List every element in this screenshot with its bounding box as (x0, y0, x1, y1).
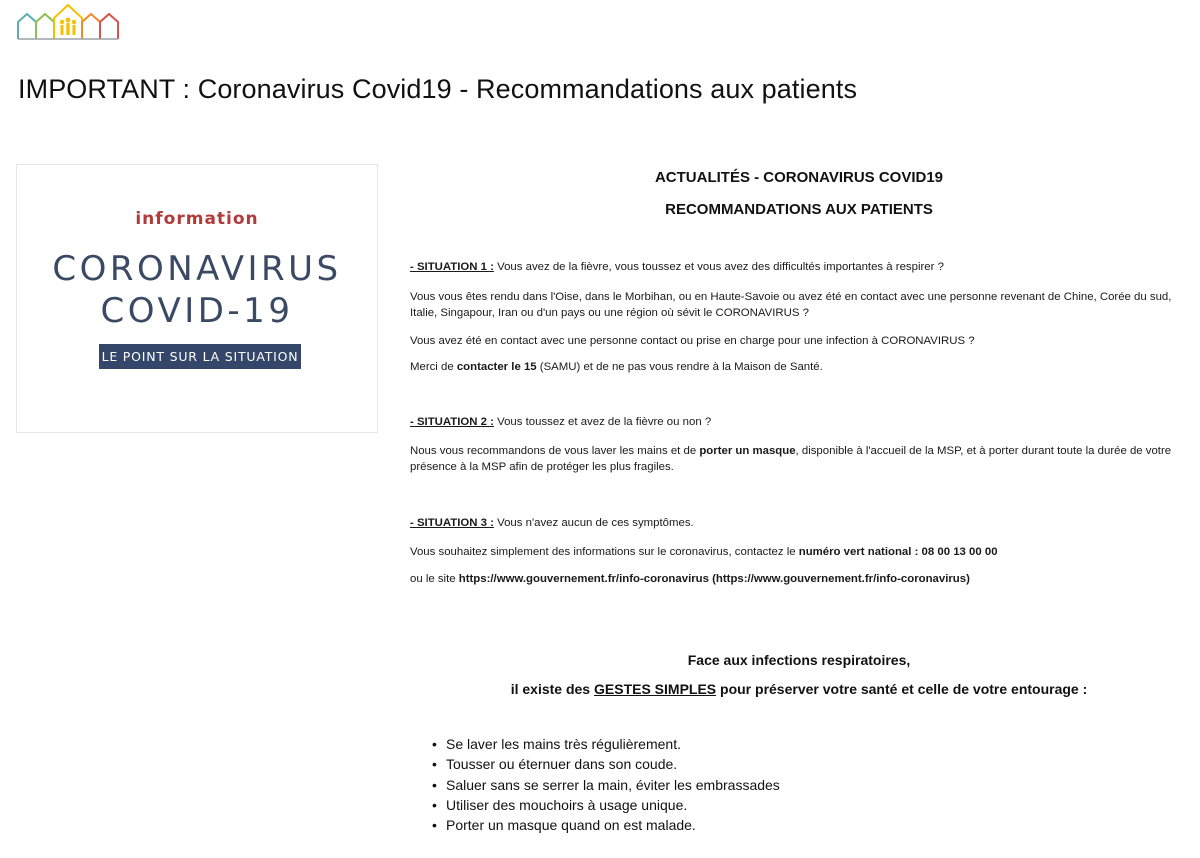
gestes-list (432, 734, 780, 835)
situation-1-label: - SITUATION 1 : (410, 261, 494, 273)
info-card-line2: COVID-19 (100, 291, 294, 331)
info-card-banner: LE POINT SUR LA SITUATION (99, 344, 301, 369)
article-heading-1: ACTUALITÉS - CORONAVIRUS COVID19 (654, 169, 944, 186)
situation-2-paragraph-2: Nous vous recommandons de vous laver les mains et de porter un masque, disponible à l'accueil de la MSP, et à porter durant toute la durée de votre présence à la MSP afin de protéger les plus fragiles. (410, 445, 1172, 473)
info-card-line1: CORONAVIRUS (52, 249, 342, 289)
article-heading-2: RECOMMANDATIONS AUX PATIENTS (665, 201, 933, 218)
situation-1-paragraph-2: Vous vous êtes rendu dans l'Oise, dans le Morbihan, ou en Haute-Savoie ou avez été en contact avec une personne revenant de Chine, Corée du sud, Italie, Singapour, Iran ou d'un pays ou une région où sévit le CORONAVIRUS ? (410, 291, 1172, 319)
situation-1-paragraph-3: Vous avez été en contact avec une personne contact ou prise en charge pour une infection à CORONAVIRUS ? (410, 335, 975, 347)
bullet-icon: • (432, 736, 437, 752)
bullet-icon: • (432, 817, 437, 834)
situation-3-label: - SITUATION 3 : (410, 517, 494, 529)
situation-3-paragraph-3: ou le site https://www.gouvernement.fr/info-coronavirus (https://www.gouvernement.fr/info-coronavirus) (410, 573, 970, 585)
gestes-intro-line-2: il existe des GESTES SIMPLES pour préserver votre santé et celle de votre entourage : (510, 681, 1088, 697)
bullet-icon: • (432, 776, 437, 793)
info-card-kicker: information (135, 209, 259, 229)
situation-3-paragraph-2: Vous souhaitez simplement des informations sur le coronavirus, contactez le numéro vert national : 08 00 13 00 00 (410, 546, 998, 558)
list-item: • Utiliser des mouchoirs à usage unique. (446, 795, 780, 815)
page-title: IMPORTANT : Coronavirus Covid19 - Recommandations aux patients (18, 74, 858, 104)
gestes-intro-line-1: Face aux infections respiratoires, (687, 652, 911, 668)
situation-1-paragraph-4: Merci de contacter le 15 (SAMU) et de ne pas vous rendre à la Maison de Santé. (410, 361, 823, 373)
government-info-link[interactable]: https://www.gouvernement.fr/info-coronavirus (https://www.gouvernement.fr/info-coronavirus) (458, 573, 970, 585)
bullet-icon: • (432, 756, 437, 773)
list-item: • Se laver les mains très régulièrement. (446, 734, 780, 754)
coronavirus-info-image (16, 164, 378, 433)
situation-2-label: - SITUATION 2 : (410, 416, 494, 428)
situation-2-question: - SITUATION 2 : Vous toussez et avez de la fièvre ou non ? (410, 416, 712, 428)
list-item: • Tousser ou éternuer dans son coude. (446, 754, 780, 774)
situation-3-question: - SITUATION 3 : Vous n'avez aucun de ces symptômes. (410, 517, 694, 529)
list-item: • Porter un masque quand on est malade. (446, 815, 780, 835)
situation-1-question: - SITUATION 1 : Vous avez de la fièvre, vous toussez et vous avez des difficultés importantes à respirer ? (410, 261, 944, 273)
bullet-icon: • (432, 796, 437, 813)
list-item: • Saluer sans se serrer la main, éviter les embrassades (446, 775, 780, 795)
logo (16, 2, 122, 42)
